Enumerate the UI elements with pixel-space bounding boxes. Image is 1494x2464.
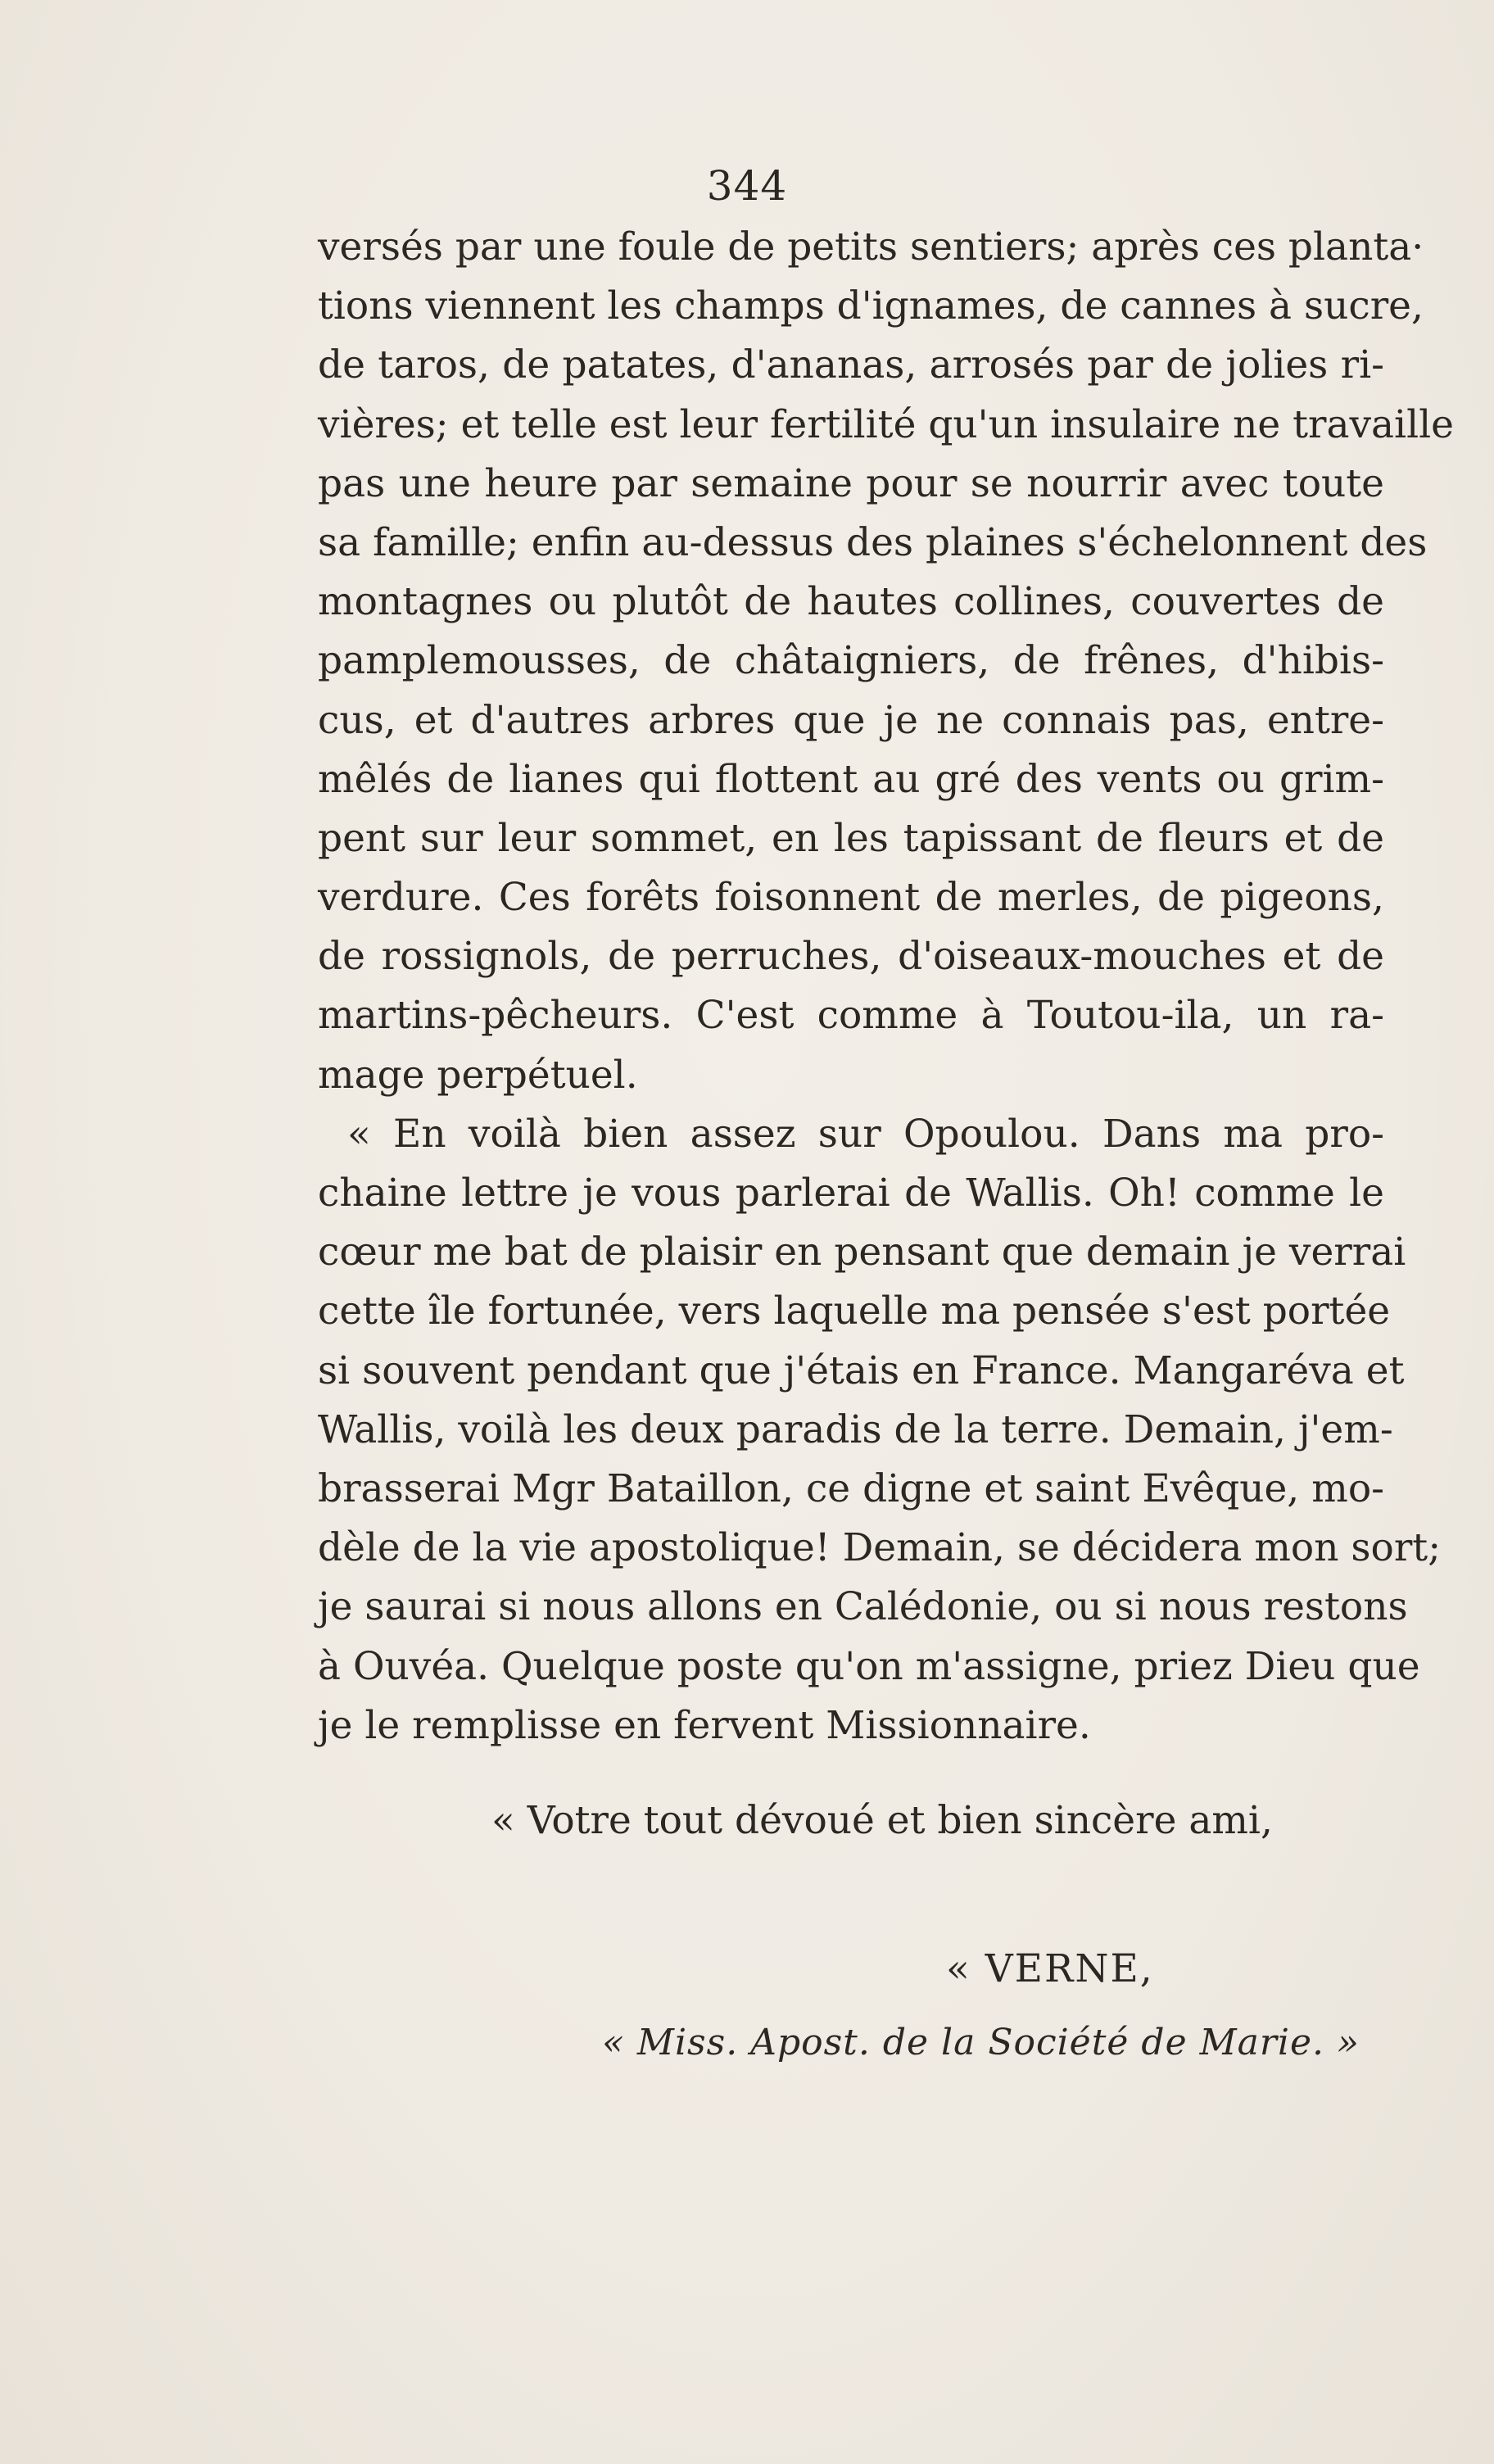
- text-line: martins-pêcheurs. C'est comme à Toutou-ila, un ra-: [318, 993, 1384, 1039]
- text-line: sa famille; enfin au-dessus des plaines s'échelonnent des: [318, 519, 1428, 565]
- text-line: si souvent pendant que j'étais en France. Mangaréva et: [318, 1348, 1405, 1393]
- text-line: de rossignols, de perruches, d'oiseaux-mouches et de: [318, 934, 1384, 980]
- text-line: pent sur leur sommet, en les tapissant de fleurs et de: [318, 815, 1384, 861]
- text-line: « En voilà bien assez sur Opoulou. Dans ma pro-: [347, 1111, 1384, 1157]
- text-line: versés par une foule de petits sentiers; après ces planta·: [318, 224, 1424, 270]
- signature-name: « VERNE,: [946, 1946, 1154, 1991]
- text-line: à Ouvéa. Quelque poste qu'on m'assigne, priez Dieu que: [318, 1643, 1420, 1689]
- text-line: pas une heure par semaine pour se nourrir avec toute: [318, 460, 1384, 506]
- text-line: mage perpétuel.: [318, 1052, 638, 1098]
- page-number: 344: [706, 162, 788, 210]
- text-line: brasserai Mgr Bataillon, ce digne et saint Evêque, mo-: [318, 1465, 1384, 1511]
- text-line: je le remplisse en fervent Missionnaire.: [318, 1702, 1091, 1748]
- text-line: mêlés de lianes qui flottent au gré des vents ou grim-: [318, 756, 1384, 802]
- text-line: montagnes ou plutôt de hautes collines, couvertes de: [318, 579, 1384, 625]
- text-line: de taros, de patates, d'ananas, arrosés par de jolies ri-: [318, 342, 1384, 388]
- text-line: tions viennent les champs d'ignames, de cannes à sucre,: [318, 283, 1424, 329]
- text-line: cœur me bat de plaisir en pensant que demain je verrai: [318, 1230, 1406, 1275]
- text-line: cette île fortunée, vers laquelle ma pensée s'est portée: [318, 1289, 1391, 1334]
- text-line: je saurai si nous allons en Calédonie, ou si nous restons: [318, 1584, 1408, 1630]
- text-line: vières; et telle est leur fertilité qu'un insulaire ne travaille: [318, 401, 1454, 447]
- body-text: [318, 218, 1454, 1755]
- closing-salutation: « Votre tout dévoué et bien sincère ami,: [491, 1798, 1273, 1843]
- text-line: cus, et d'autres arbres que je ne connais pas, entre-: [318, 697, 1384, 743]
- text-line: pamplemousses, de châtaigniers, de frênes, d'hibis-: [318, 638, 1384, 684]
- text-line: chaine lettre je vous parlerai de Wallis. Oh! comme le: [318, 1171, 1384, 1216]
- signature-title: « Miss. Apost. de la Société de Marie. »: [602, 2022, 1360, 2063]
- text-line: verdure. Ces forêts foisonnent de merles, de pigeons,: [318, 875, 1384, 921]
- text-line: dèle de la vie apostolique! Demain, se décidera mon sort;: [318, 1525, 1442, 1571]
- text-line: Wallis, voilà les deux paradis de la terre. Demain, j'em-: [318, 1406, 1393, 1452]
